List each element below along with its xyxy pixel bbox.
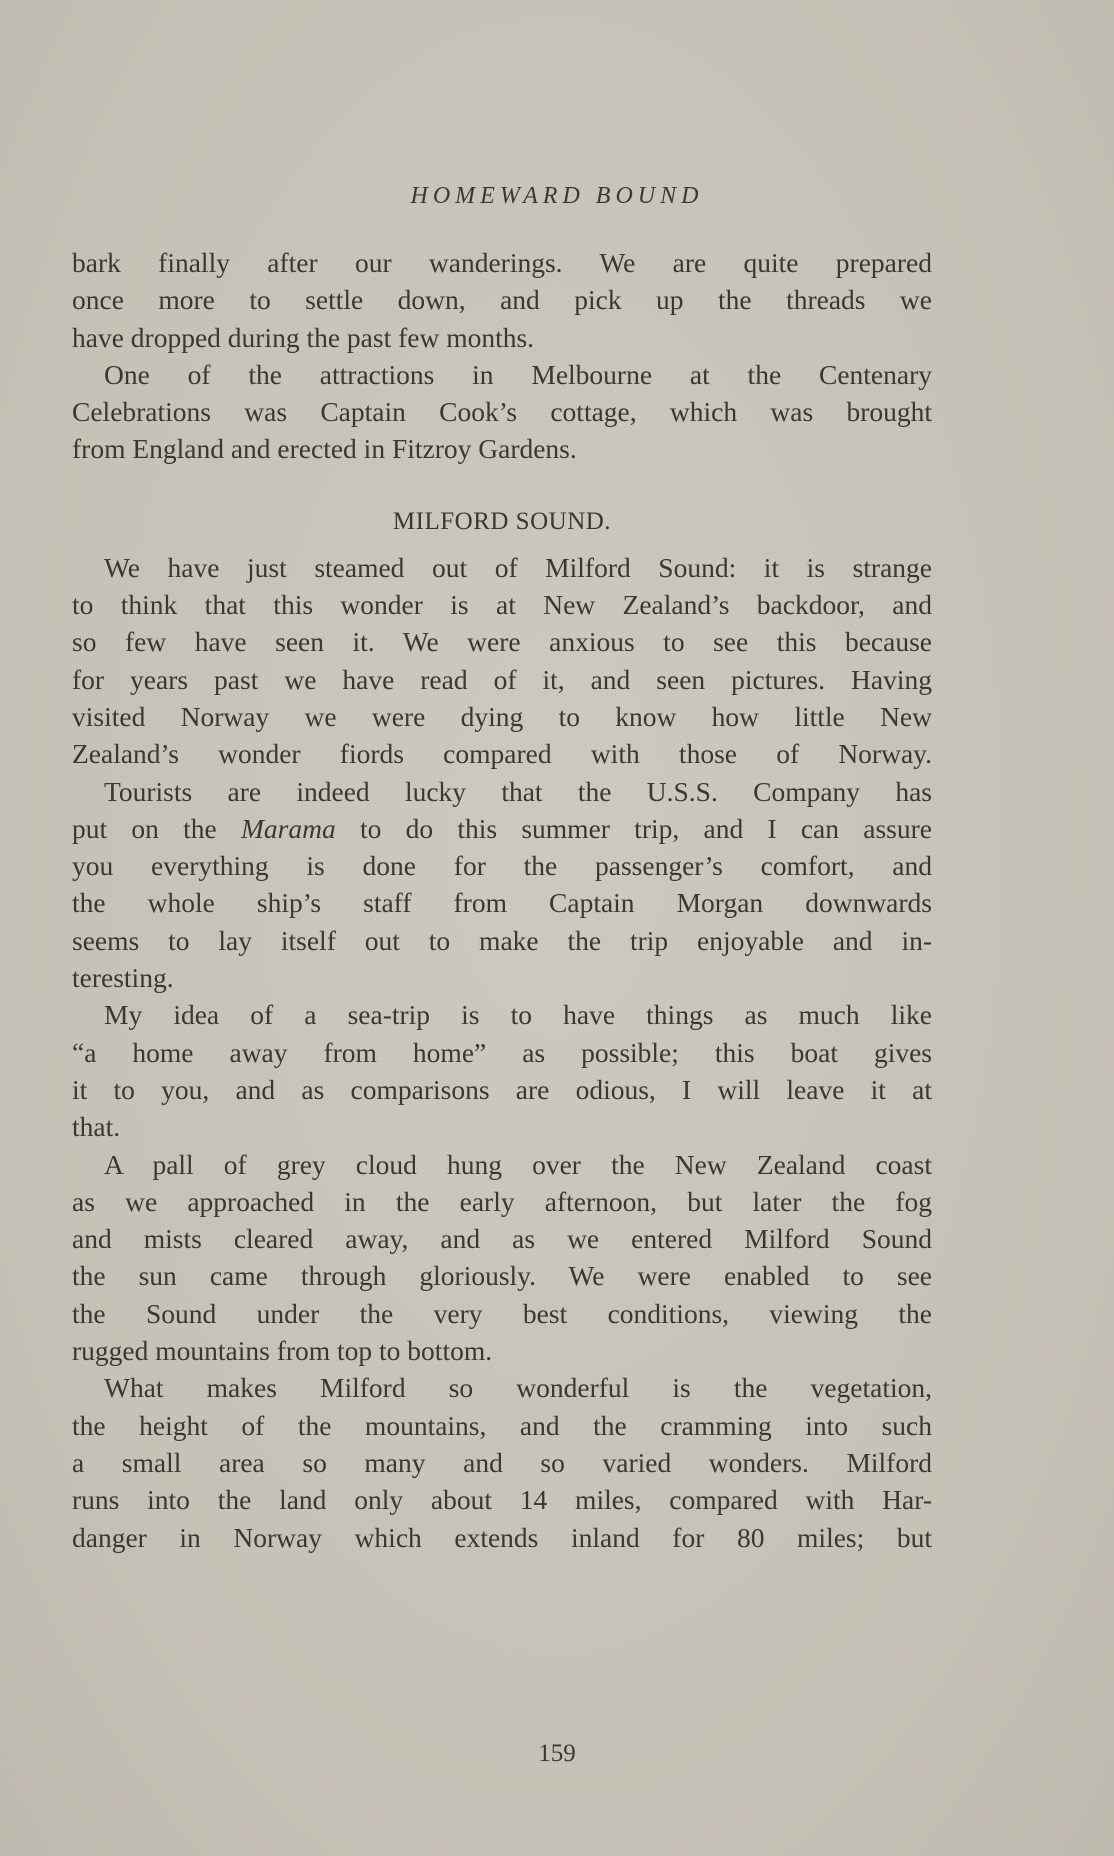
text-line: danger in Norway which extends inland for 80 miles; but bbox=[72, 1521, 932, 1553]
text-line: Tourists are indeed lucky that the U.S.S. Company has bbox=[104, 775, 932, 807]
text-line: it to you, and as comparisons are odious, I will leave it at bbox=[72, 1073, 932, 1105]
text-line: that. bbox=[72, 1111, 121, 1143]
running-head: HOMEWARD BOUND bbox=[410, 183, 704, 209]
text-line: as we approached in the early afternoon, but later the fog bbox=[72, 1185, 932, 1217]
text-line: and mists cleared away, and as we entered Milford Sound bbox=[72, 1223, 932, 1255]
text-line: A pall of grey cloud hung over the New Zealand coast bbox=[104, 1148, 932, 1180]
text-line: the height of the mountains, and the cramming into such bbox=[72, 1409, 932, 1441]
paragraph bbox=[72, 549, 932, 773]
text-line: once more to settle down, and pick up the threads we bbox=[72, 284, 932, 316]
text-line: to think that this wonder is at New Zealand’s backdoor, and bbox=[72, 589, 932, 621]
text-line: What makes Milford so wonderful is the vegetation, bbox=[104, 1372, 932, 1404]
text-line: rugged mountains from top to bottom. bbox=[72, 1335, 493, 1367]
text-line: the whole ship’s staff from Captain Morgan downwards bbox=[72, 887, 932, 919]
text-line: you everything is done for the passenger’s comfort, and bbox=[72, 850, 932, 882]
text-line: runs into the land only about 14 miles, compared with Har- bbox=[72, 1484, 932, 1516]
text-line: for years past we have read of it, and seen pictures. Having bbox=[72, 663, 932, 695]
text-line: “a home away from home” as possible; this boat gives bbox=[72, 1036, 932, 1068]
paragraph bbox=[72, 356, 932, 468]
text-line: the sun came through gloriously. We were enabled to see bbox=[72, 1260, 932, 1292]
text-line: My idea of a sea-trip is to have things as much like bbox=[104, 999, 932, 1031]
paragraph bbox=[72, 996, 932, 1145]
paragraph bbox=[72, 244, 932, 356]
text-line: the Sound under the very best conditions, viewing the bbox=[72, 1297, 932, 1329]
text-line: Celebrations was Captain Cook’s cottage, which was brought bbox=[72, 396, 932, 428]
text-line: seems to lay itself out to make the trip enjoyable and in- bbox=[72, 924, 932, 956]
text-line: from England and erected in Fitzroy Gardens. bbox=[72, 433, 577, 465]
paragraph bbox=[72, 1146, 932, 1370]
ship-name: Marama bbox=[240, 812, 336, 844]
text-line: teresting. bbox=[72, 962, 174, 994]
text-fragment: put on the bbox=[72, 812, 241, 844]
text-line: Zealand’s wonder fiords compared with those of Norway. bbox=[72, 738, 932, 770]
text-line: We have just steamed out of Milford Sound: it is strange bbox=[104, 551, 932, 583]
text-line: a small area so many and so varied wonders. Milford bbox=[72, 1446, 932, 1478]
section-heading: MILFORD SOUND. bbox=[392, 507, 612, 535]
paragraph bbox=[72, 773, 932, 997]
page-number: 159 bbox=[538, 1740, 576, 1767]
text-line: so few have seen it. We were anxious to see this because bbox=[72, 626, 932, 658]
text-line: One of the attractions in Melbourne at the Centenary bbox=[104, 358, 932, 390]
text-line: have dropped during the past few months. bbox=[72, 321, 535, 353]
body-text bbox=[72, 244, 932, 1556]
text-line-with-ship-name bbox=[72, 810, 932, 847]
paragraph bbox=[72, 1369, 932, 1555]
text-line: visited Norway we were dying to know how little New bbox=[72, 700, 932, 732]
text-fragment: to do this summer trip, and I can assure bbox=[335, 812, 932, 844]
text-line: bark finally after our wanderings. We are quite prepared bbox=[72, 247, 932, 278]
